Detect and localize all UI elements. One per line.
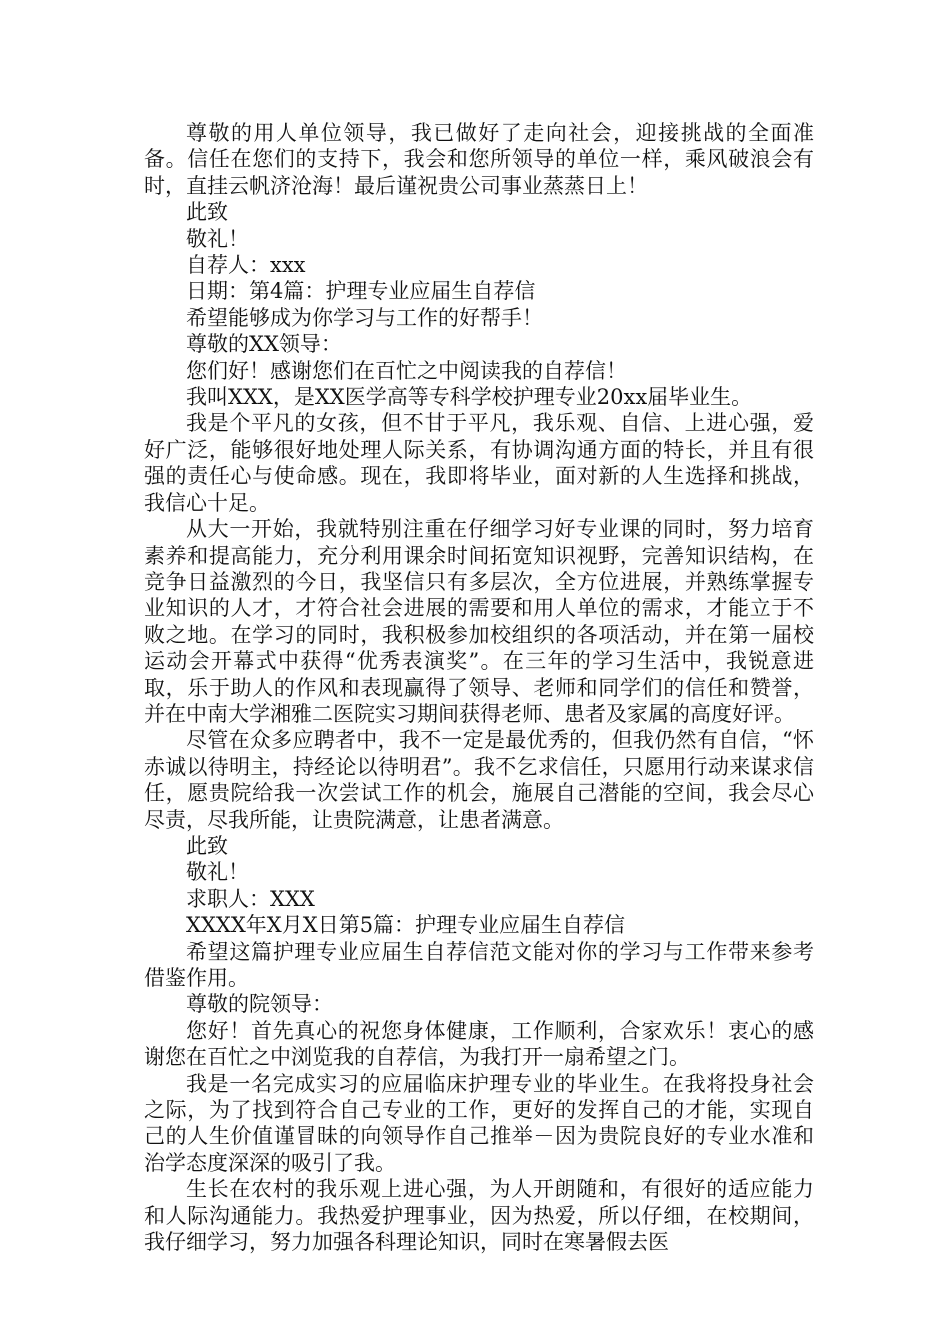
signature-line: 求职人：XXX [186,886,315,911]
paragraph: 我是个平凡的女孩，但不甘于平凡，我乐观、自信、上进心强，爱好广泛，能够很好地处理人际关系，有协调沟通方面的特长，并且有很强的责任心与使命感。现在，我即将毕业，面对新的人生选择和挑战，我信心十足。 [144,411,814,515]
paragraph: 希望这篇护理专业应届生自荐信范文能对你的学习与工作带来参考借鉴作用。 [144,939,814,990]
paragraph: 从大一开始，我就特别注重在仔细学习好专业课的同时，努力培育素养和提高能力，充分利用课余时间拓宽知识视野，完善知识结构，在竞争日益激烈的今日，我坚信只有多层次，全方位进展，并熟练掌握专业知识的人才，才符合社会进展的需要和用人单位的需求，才能立于不败之地。在学习的同时，我积极参加校组织的各项活动，并在第一届校运动会开幕式中获得“优秀表演奖”。在三年的学习生活中，我锐意进取，乐于助人的作风和表现赢得了领导、老师和同学们的信任和赞誉，并在中南大学湘雅二医院实习期间获得老师、患者及家属的高度好评。 [144,517,814,726]
paragraph: 希望能够成为你学习与工作的好帮手！ [186,305,543,330]
paragraph: 生长在农村的我乐观上进心强，为人开朗随和，有很好的适应能力和人际沟通能力。我热爱护理事业，因为热爱，所以仔细，在校期间，我仔细学习，努力加强各科理论知识，同时在寒暑假去医 [144,1177,814,1255]
document-body [144,120,814,1255]
paragraph: 尽管在众多应聘者中，我不一定是最优秀的，但我仍然有自信，“怀赤诚以待明主，持经论以待明君”。我不乞求信任，只愿用行动来谋求信任，愿贵院给我一次尝试工作的机会，施展自己潜能的空间，我会尽心尽责，尽我所能，让贵院满意，让患者满意。 [144,728,814,832]
paragraph: 我是一名完成实习的应届临床护理专业的毕业生。在我将投身社会之际，为了找到符合自己专业的工作，更好的发挥自己的才能，实现自己的人生价值谨冒昧的向领导作自己推举－因为贵院良好的专业水准和治学态度深深的吸引了我。 [144,1071,814,1175]
closing-salutation: 此致 [186,200,228,225]
closing-regards: 敬礼！ [186,860,249,885]
greeting-line: 尊敬的XX领导： [186,332,342,357]
paragraph: 尊敬的用人单位领导，我已做好了走向社会，迎接挑战的全面准备。信任在您们的支持下，我会和您所领导的单位一样，乘风破浪会有时，直挂云帆济沧海！最后谨祝贵公司事业蒸蒸日上！ [144,121,814,198]
paragraph: 您们好！感谢您们在百忙之中阅读我的自荐信！ [186,358,627,383]
closing-regards: 敬礼！ [186,226,249,251]
date-heading-line: 日期：第4篇：护理专业应届生自荐信 [186,279,536,304]
paragraph: 我叫XXX，是XX医学高等专科学校护理专业20xx届毕业生。 [186,385,753,410]
date-heading-line: XXXX年X月X日第5篇：护理专业应届生自荐信 [186,913,626,938]
signature-line: 自荐人：xxx [186,253,306,278]
greeting-line: 尊敬的院领导： [186,992,333,1017]
closing-salutation: 此致 [186,833,228,858]
paragraph: 您好！首先真心的祝您身体健康，工作顺利，合家欢乐！衷心的感谢您在百忙之中浏览我的自荐信，为我打开一扇希望之门。 [144,1018,814,1070]
